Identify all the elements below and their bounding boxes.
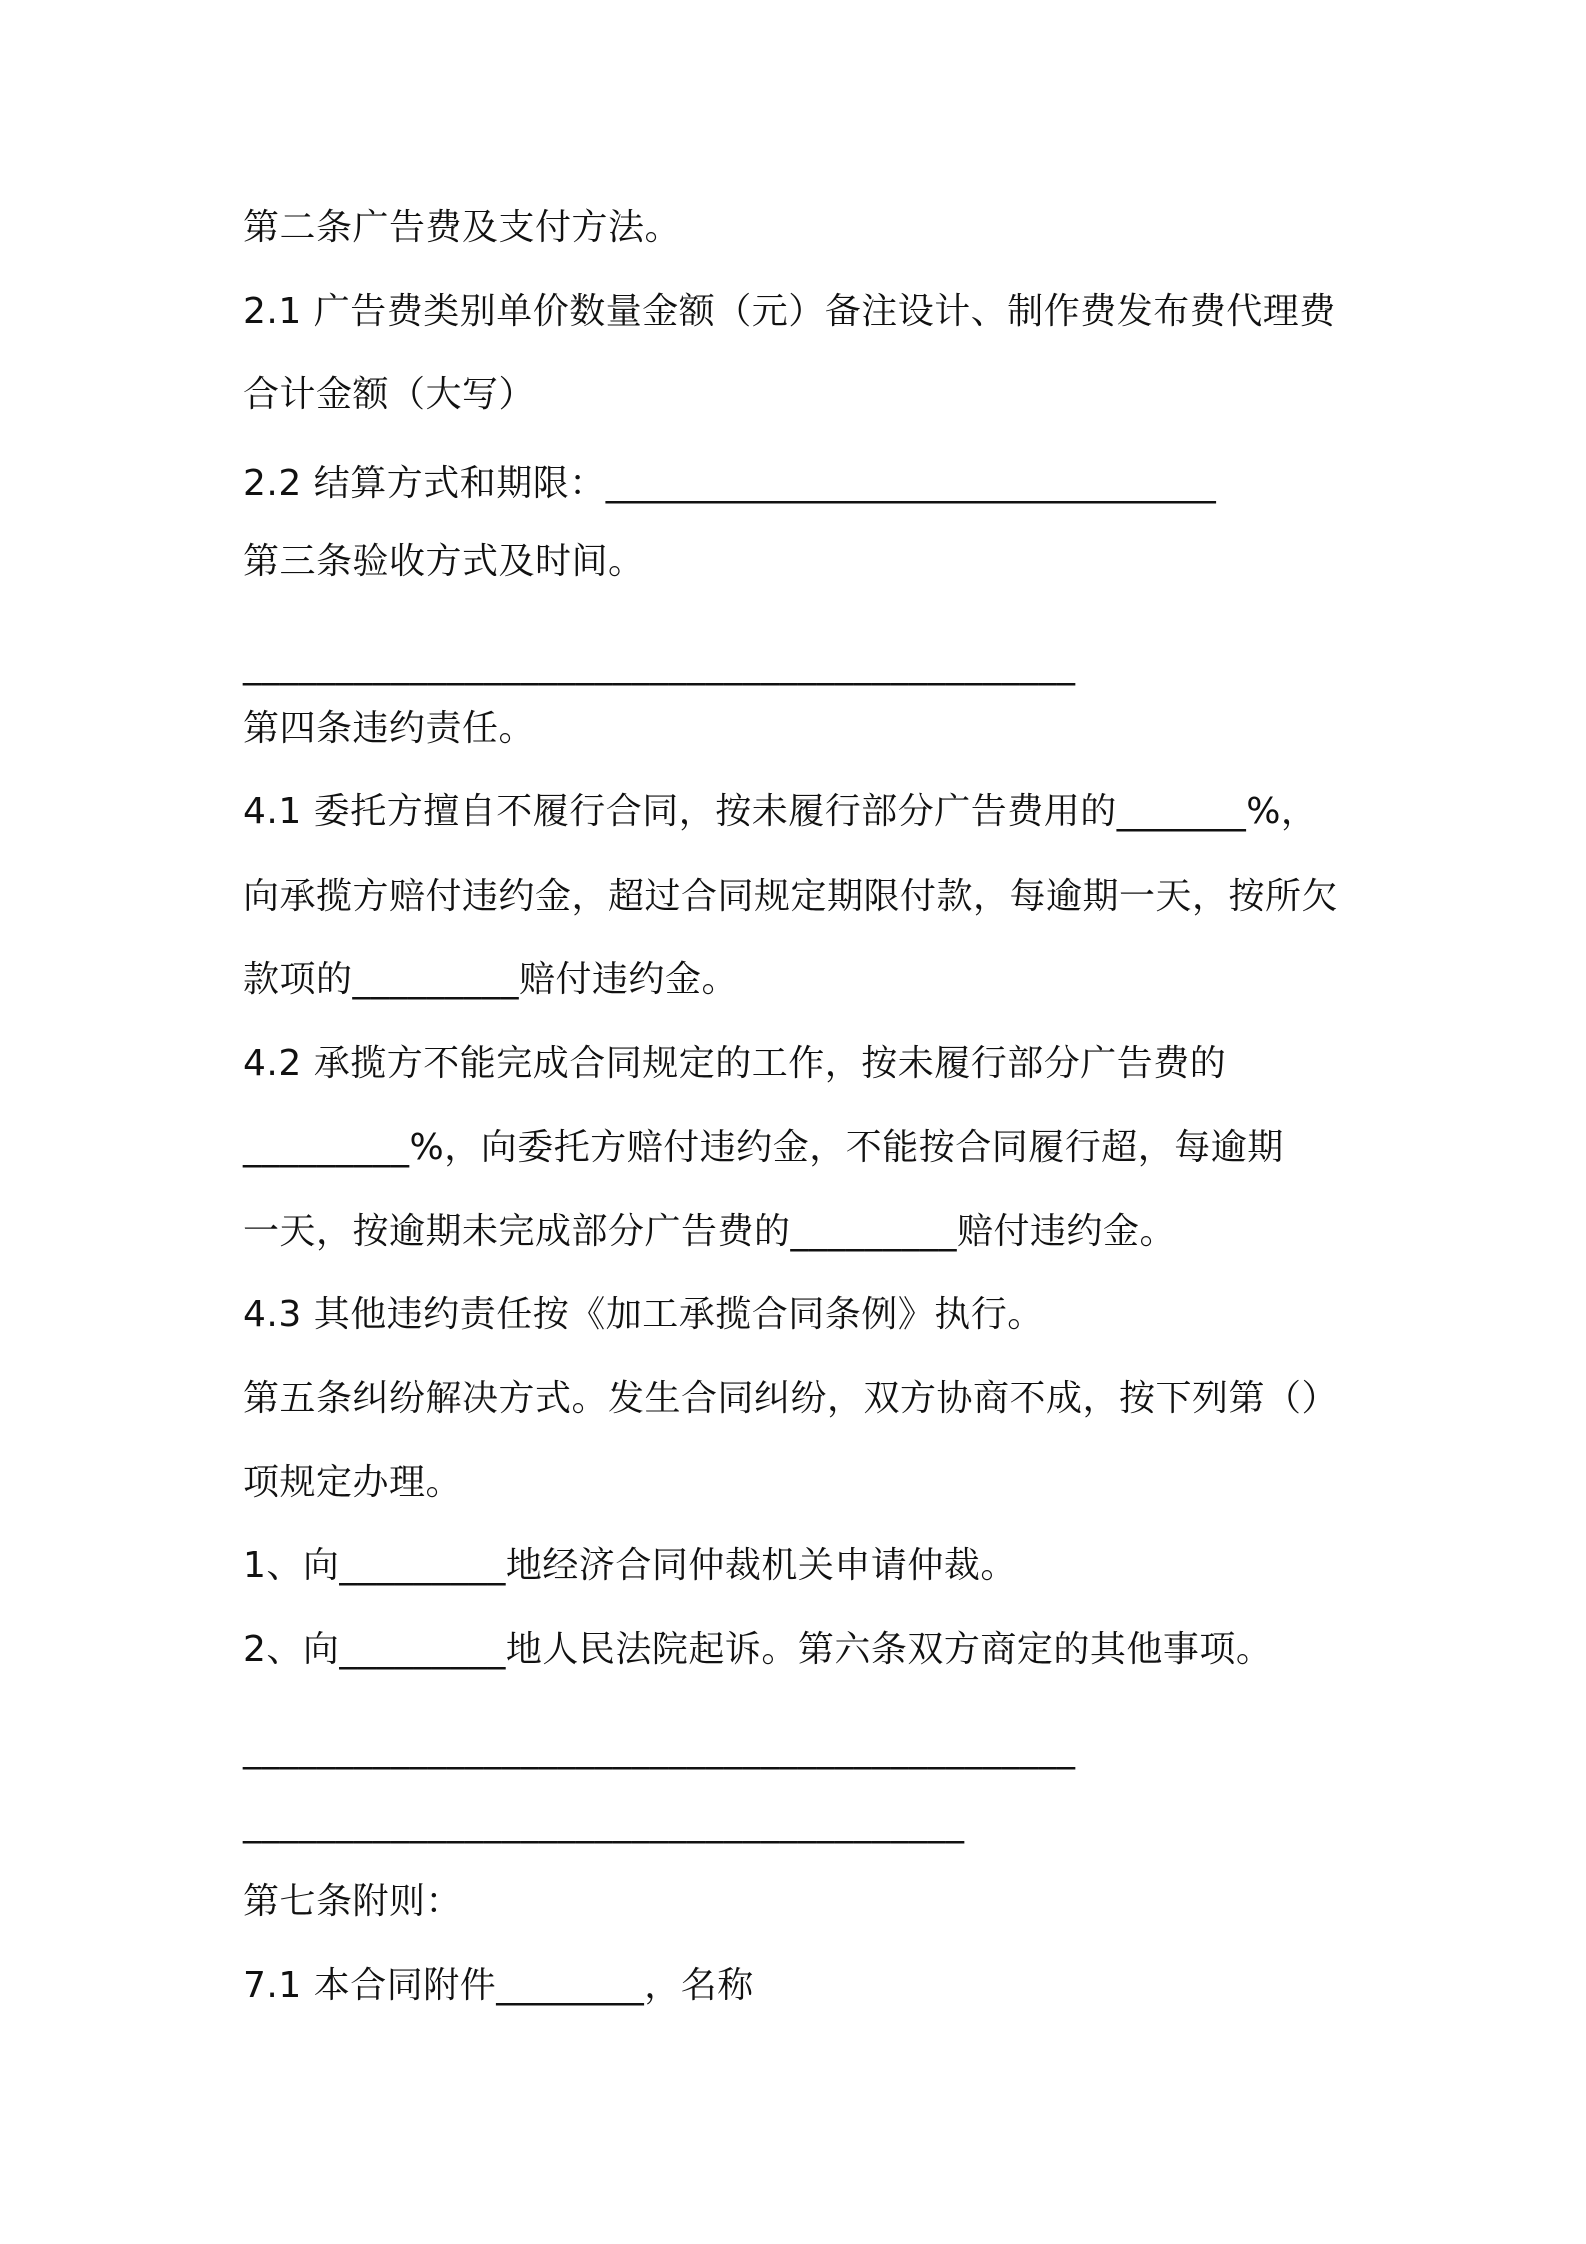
article-5-heading: 第五条纠纷解决方式。发生合同纠纷，双方协商不成，按下列第（） — [243, 1378, 1339, 1419]
article-4-heading: 第四条违约责任。 — [243, 708, 536, 749]
clause-4-2-end: 一天，按逾期未完成部分广告费的_________赔付违约金。 — [243, 1211, 1177, 1252]
article-3-blank-line: _____________________________________________ — [243, 645, 1076, 686]
option-2-court: 2、向_________地人民法院起诉。第六条双方商定的其他事项。 — [243, 1629, 1273, 1670]
article-6-blank-line-1: _____________________________________________ — [243, 1729, 1076, 1770]
clause-2-2: 2.2 结算方式和期限：_________________________________ — [243, 463, 1217, 504]
clause-4-1-end: 款项的_________赔付违约金。 — [243, 959, 739, 1000]
clause-4-2-continued: _________%，向委托方赔付违约金，不能按合同履行超，每逾期 — [243, 1127, 1284, 1168]
clause-2-1-continued: 合计金额（大写） — [243, 374, 536, 415]
option-1-arbitration: 1、向_________地经济合同仲裁机关申请仲裁。 — [243, 1545, 1017, 1586]
clause-2-1: 2.1 广告费类别单价数量金额（元）备注设计、制作费发布费代理费 — [243, 291, 1336, 332]
clause-4-1-continued: 向承揽方赔付违约金，超过合同规定期限付款，每逾期一天，按所欠 — [243, 876, 1339, 917]
article-5-continued: 项规定办理。 — [243, 1462, 463, 1503]
clause-4-2: 4.2 承揽方不能完成合同规定的工作，按未履行部分广告费的 — [243, 1043, 1227, 1084]
clause-4-1: 4.1 委托方擅自不履行合同，按未履行部分广告费用的_______%， — [243, 791, 1318, 832]
article-2-heading: 第二条广告费及支付方法。 — [243, 207, 682, 248]
article-6-blank-line-2: _______________________________________ — [243, 1803, 965, 1844]
article-3-heading: 第三条验收方式及时间。 — [243, 541, 645, 582]
clause-4-3: 4.3 其他违约责任按《加工承揽合同条例》执行。 — [243, 1294, 1044, 1335]
clause-7-1: 7.1 本合同附件________，名称 — [243, 1965, 754, 2006]
article-7-heading: 第七条附则： — [243, 1881, 463, 1922]
